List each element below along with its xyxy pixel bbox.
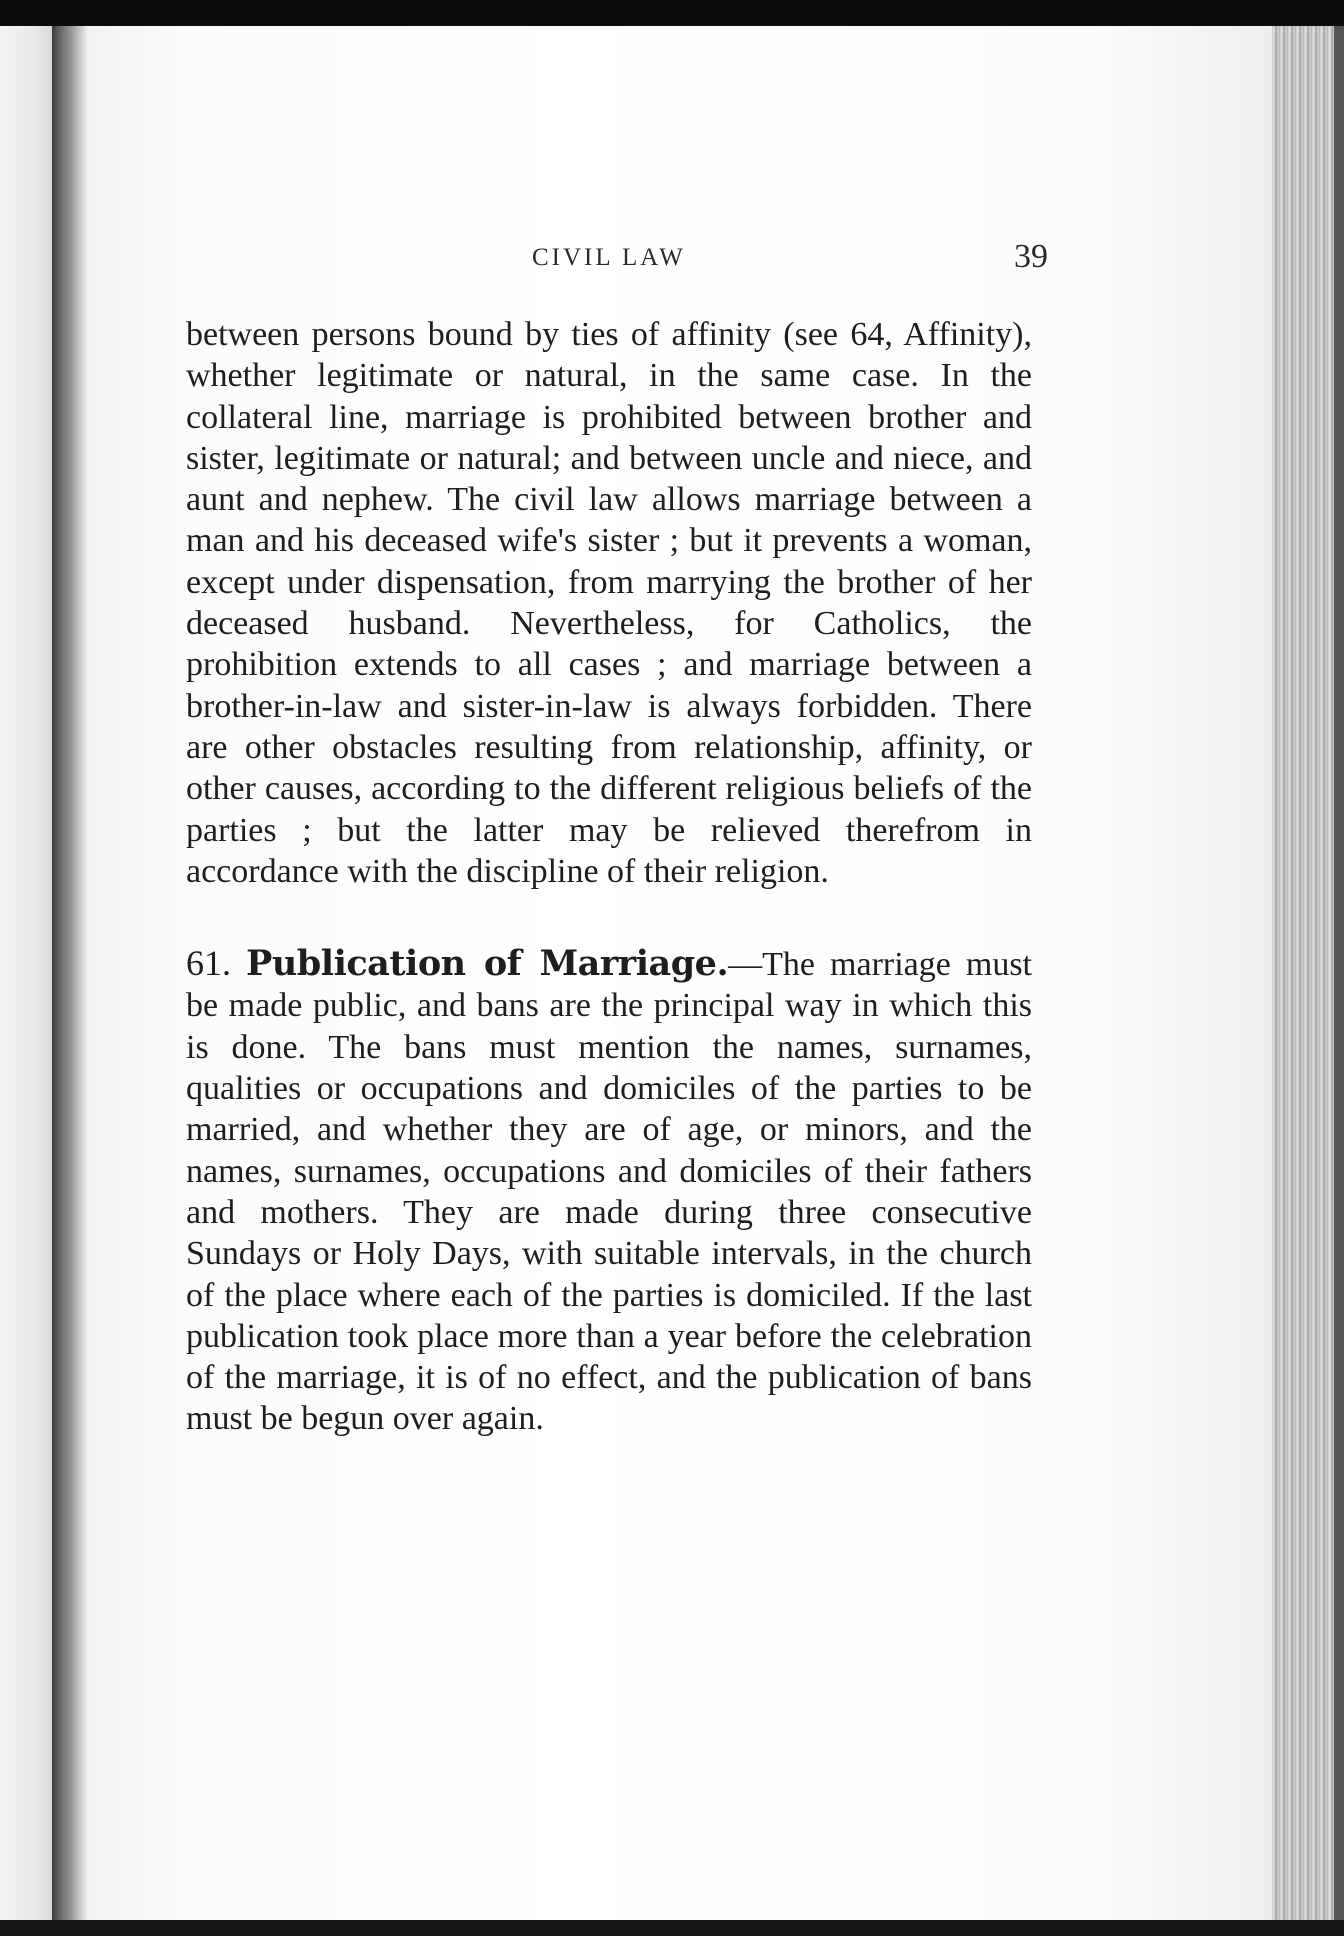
article-title: Publication of Marriage. [246,943,729,985]
paragraph-continuation [186,314,1032,892]
paragraph-text: between persons bound by ties of affinity (see 64, Affinity), whether legitimate or natural, in the same case. In the collateral line, marriage is prohibited between brother and sister, legitimate or natural; and between uncle and niece, and aunt and nephew. The civil law allows marriage between a man and his deceased wife's sister ; but it prevents a woman, except under dispensation, from marrying the brother of her deceased husband. Nevertheless, for Catholics, the prohibition extends to all cases ; and marriage between a brother-in-law and sister-in-law is always forbidden. There are other obstacles resulting from relationship, affinity, or other causes, according to the different religious beliefs of the parties ; but the latter may be relieved therefrom in accordance with the discipline of their religion. [186,316,1032,890]
book-gutter-shadow [52,26,88,1920]
running-head: CIVIL LAW [532,244,686,271]
paragraph-text: —The marriage must be made public, and bans are the principal way in which this is done. The bans must mention the names, surnames, qualities or occupations and domiciles of the parties to be married, and whether they are of age, or minors, and the names, surnames, occupations and domiciles of their fathers and mothers. They are made during three consecutive Sundays or Holy Days, with suitable intervals, in the church of the place where each of the parties is domiciled. If the last publication took place more than a year before the celebration of the marriage, it is of no effect, and the publication of bans must be begun over again. [186,946,1032,1438]
body-text [186,314,1032,1440]
paragraph-spacer [186,892,1032,943]
page-stack-edges [1272,26,1344,1920]
page-number: 39 [1014,238,1048,275]
page-header [532,238,1048,284]
article-number: 61. [186,943,231,984]
article-61 [186,943,1032,1440]
scan-bottom-border [0,1920,1344,1936]
facing-page-edge [0,26,52,1920]
scan-top-border [0,0,1344,26]
